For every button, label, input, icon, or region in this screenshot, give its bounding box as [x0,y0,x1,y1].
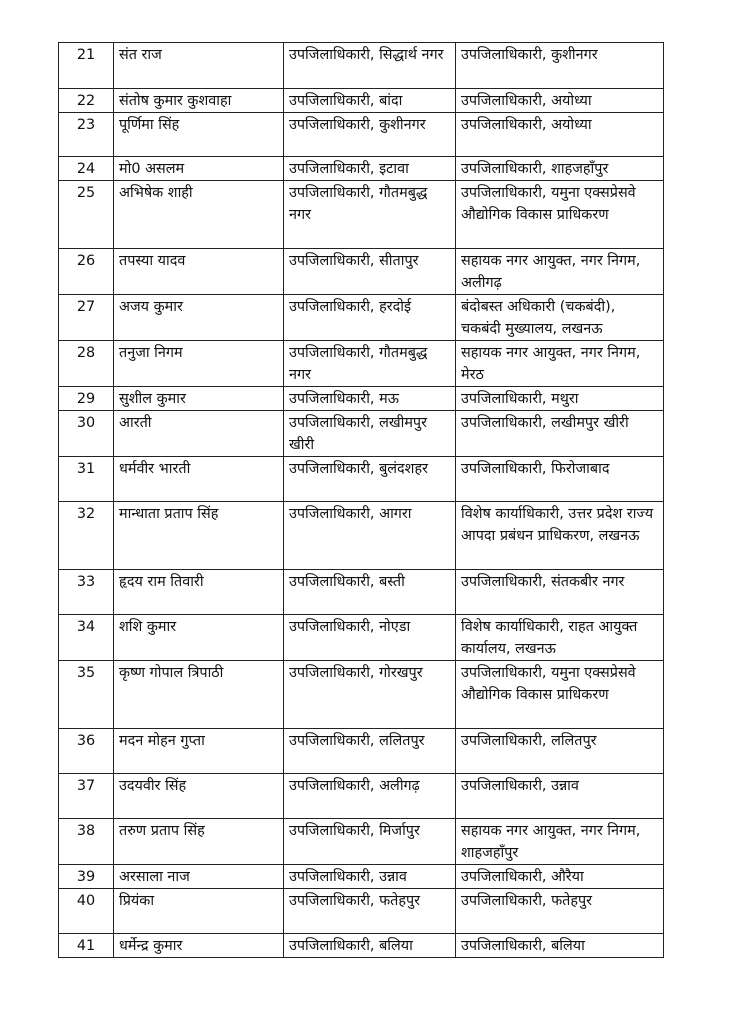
officer-name: कृष्ण गोपाल त्रिपाठी [114,661,284,729]
table-row [59,729,664,774]
table-row [59,157,664,181]
new-posting: बंदोबस्त अधिकारी (चकबंदी), चकबंदी मुख्यालय, लखनऊ [456,295,664,341]
serial-number: 40 [59,889,114,934]
new-posting: उपजिलाधिकारी, लखीमपुर खीरी [456,411,664,457]
new-posting: उपजिलाधिकारी, उन्नाव [456,774,664,819]
officer-name: तनुजा निगम [114,341,284,387]
serial-number: 34 [59,615,114,661]
table-row [59,411,664,457]
officer-name: अजय कुमार [114,295,284,341]
current-posting: उपजिलाधिकारी, नोएडा [284,615,456,661]
new-posting: उपजिलाधिकारी, बलिया [456,934,664,958]
current-posting: उपजिलाधिकारी, हरदोई [284,295,456,341]
serial-number: 28 [59,341,114,387]
table-row [59,889,664,934]
officer-name: मदन मोहन गुप्ता [114,729,284,774]
serial-number: 41 [59,934,114,958]
table-row [59,387,664,411]
officer-name: पूर्णिमा सिंह [114,113,284,157]
table-row [59,502,664,570]
serial-number: 33 [59,570,114,615]
current-posting: उपजिलाधिकारी, उन्नाव [284,865,456,889]
new-posting: उपजिलाधिकारी, यमुना एक्सप्रेसवे औद्योगिक विकास प्राधिकरण [456,181,664,249]
officer-name: शशि कुमार [114,615,284,661]
table-row [59,819,664,865]
officer-name: तपस्या यादव [114,249,284,295]
current-posting: उपजिलाधिकारी, बस्ती [284,570,456,615]
table-row [59,113,664,157]
table-row [59,249,664,295]
new-posting: सहायक नगर आयुक्त, नगर निगम, शाहजहाँपुर [456,819,664,865]
current-posting: उपजिलाधिकारी, बुलंदशहर [284,457,456,502]
table-row [59,774,664,819]
new-posting: उपजिलाधिकारी, फिरोजाबाद [456,457,664,502]
table-row [59,341,664,387]
serial-number: 21 [59,43,114,89]
officer-name: अभिषेक शाही [114,181,284,249]
officer-name: धर्मवीर भारती [114,457,284,502]
serial-number: 37 [59,774,114,819]
current-posting: उपजिलाधिकारी, कुशीनगर [284,113,456,157]
current-posting: उपजिलाधिकारी, लखीमपुर खीरी [284,411,456,457]
new-posting: उपजिलाधिकारी, अयोध्या [456,113,664,157]
current-posting: उपजिलाधिकारी, फतेहपुर [284,889,456,934]
current-posting: उपजिलाधिकारी, ललितपुर [284,729,456,774]
new-posting: उपजिलाधिकारी, यमुना एक्सप्रेसवे औद्योगिक विकास प्राधिकरण [456,661,664,729]
current-posting: उपजिलाधिकारी, गौतमबुद्ध नगर [284,341,456,387]
table-row [59,181,664,249]
new-posting: सहायक नगर आयुक्त, नगर निगम, मेरठ [456,341,664,387]
officer-name: प्रियंका [114,889,284,934]
officer-name: तरुण प्रताप सिंह [114,819,284,865]
current-posting: उपजिलाधिकारी, बलिया [284,934,456,958]
table-row [59,295,664,341]
current-posting: उपजिलाधिकारी, सीतापुर [284,249,456,295]
serial-number: 23 [59,113,114,157]
table-row [59,89,664,113]
officer-name: मो0 असलम [114,157,284,181]
officer-name: उदयवीर सिंह [114,774,284,819]
transfer-table [58,42,664,958]
serial-number: 24 [59,157,114,181]
new-posting: विशेष कार्याधिकारी, राहत आयुक्त कार्यालय, लखनऊ [456,615,664,661]
current-posting: उपजिलाधिकारी, इटावा [284,157,456,181]
officer-name: आरती [114,411,284,457]
table-row [59,43,664,89]
table-row [59,661,664,729]
serial-number: 38 [59,819,114,865]
serial-number: 32 [59,502,114,570]
table-row [59,570,664,615]
serial-number: 30 [59,411,114,457]
new-posting: उपजिलाधिकारी, संतकबीर नगर [456,570,664,615]
serial-number: 39 [59,865,114,889]
current-posting: उपजिलाधिकारी, गोरखपुर [284,661,456,729]
serial-number: 36 [59,729,114,774]
transfer-table-body [59,43,664,958]
serial-number: 31 [59,457,114,502]
new-posting: उपजिलाधिकारी, अयोध्या [456,89,664,113]
officer-name: संतोष कुमार कुशवाहा [114,89,284,113]
serial-number: 22 [59,89,114,113]
current-posting: उपजिलाधिकारी, आगरा [284,502,456,570]
new-posting: विशेष कार्याधिकारी, उत्तर प्रदेश राज्य आपदा प्रबंधन प्राधिकरण, लखनऊ [456,502,664,570]
current-posting: उपजिलाधिकारी, सिद्धार्थ नगर [284,43,456,89]
current-posting: उपजिलाधिकारी, मिर्जापुर [284,819,456,865]
table-row [59,457,664,502]
officer-name: धर्मेन्द्र कुमार [114,934,284,958]
officer-name: संत राज [114,43,284,89]
current-posting: उपजिलाधिकारी, अलीगढ़ [284,774,456,819]
officer-name: अरसाला नाज [114,865,284,889]
current-posting: उपजिलाधिकारी, गौतमबुद्ध नगर [284,181,456,249]
current-posting: उपजिलाधिकारी, बांदा [284,89,456,113]
officer-name: सुशील कुमार [114,387,284,411]
new-posting: सहायक नगर आयुक्त, नगर निगम, अलीगढ़ [456,249,664,295]
new-posting: उपजिलाधिकारी, फतेहपुर [456,889,664,934]
table-row [59,865,664,889]
serial-number: 29 [59,387,114,411]
table-row [59,934,664,958]
officer-name: हृदय राम तिवारी [114,570,284,615]
current-posting: उपजिलाधिकारी, मऊ [284,387,456,411]
new-posting: उपजिलाधिकारी, औरैया [456,865,664,889]
new-posting: उपजिलाधिकारी, ललितपुर [456,729,664,774]
table-row [59,615,664,661]
serial-number: 26 [59,249,114,295]
officer-name: मान्धाता प्रताप सिंह [114,502,284,570]
serial-number: 25 [59,181,114,249]
serial-number: 27 [59,295,114,341]
new-posting: उपजिलाधिकारी, कुशीनगर [456,43,664,89]
new-posting: उपजिलाधिकारी, मथुरा [456,387,664,411]
serial-number: 35 [59,661,114,729]
new-posting: उपजिलाधिकारी, शाहजहाँपुर [456,157,664,181]
